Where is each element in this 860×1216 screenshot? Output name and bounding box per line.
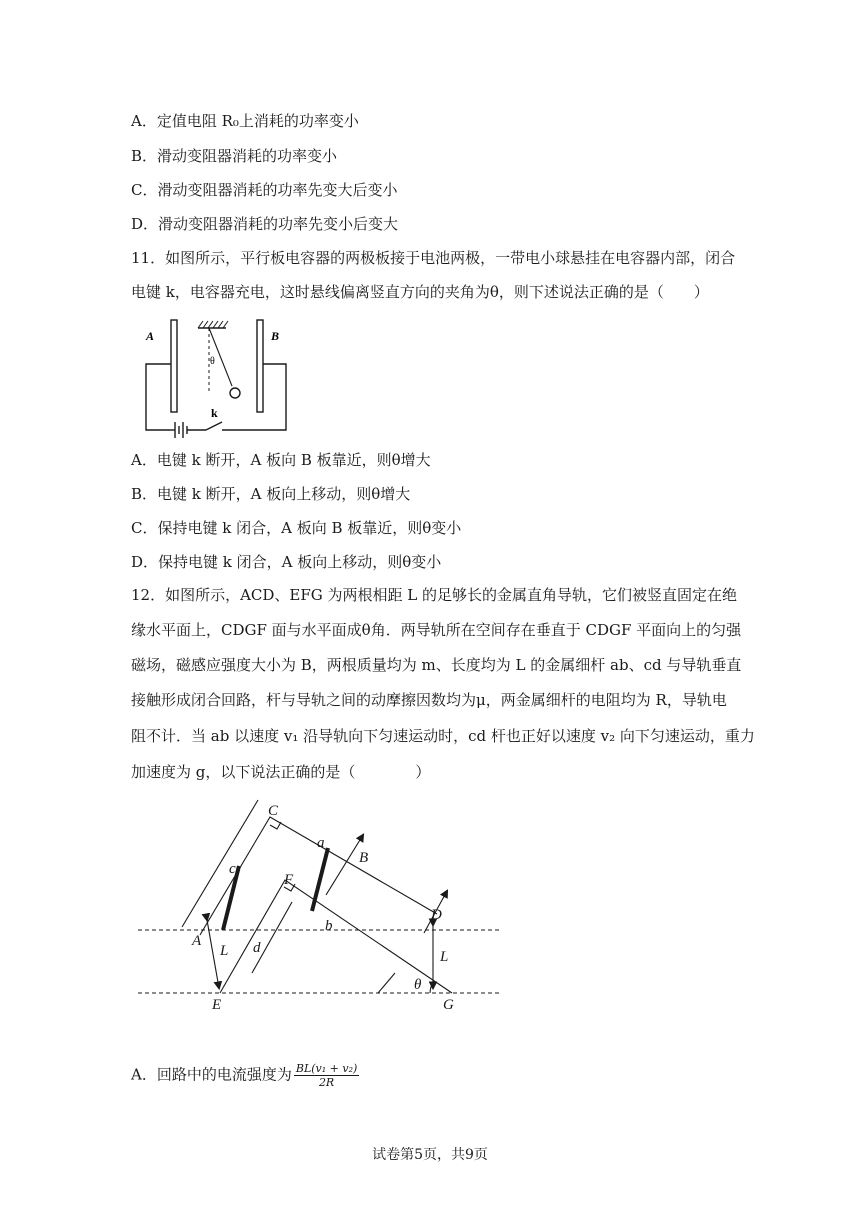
- label-theta: θ: [210, 356, 215, 367]
- option-q12-a: [131, 1062, 359, 1089]
- label-a-lower: a: [317, 835, 325, 851]
- label-a-upper: A: [192, 933, 202, 949]
- field-arrow-b: [326, 835, 363, 895]
- option-text: 电键 k 断开，A 板向 B 板靠近，则θ增大: [156, 451, 431, 469]
- option-label: D．: [131, 553, 159, 571]
- label-theta: θ: [414, 977, 422, 993]
- q12-stem-line-4: 接触形成闭合回路，杆与导轨之间的动摩擦因数均为μ，两金属细杆的电阻均为 R，导轨电: [131, 691, 727, 709]
- plate-b: [257, 320, 263, 412]
- option-text: 电键 k 断开，A 板向上移动，则θ增大: [157, 485, 411, 503]
- label-c-lower: c: [229, 861, 236, 877]
- q12-stem-line-1: 12．如图所示，ACD、EFG 为两根相距 L 的足够长的金属直角导轨，它们被竖直固定在绝: [131, 586, 738, 604]
- page-footer: 试卷第5页，共9页: [372, 1147, 488, 1163]
- label-g: G: [443, 997, 454, 1013]
- label-d-lower: d: [253, 940, 261, 956]
- plate-a: [171, 320, 177, 412]
- option-text: 定值电阻 R₀上消耗的功率变小: [156, 112, 359, 130]
- label-k: k: [211, 406, 218, 420]
- option-q11-d: [131, 552, 441, 572]
- option-q11-c: [131, 518, 461, 538]
- q11-stem-line-2: 电键 k，电容器充电，这时悬线偏离竖直方向的夹角为θ，则下述说法正确的是（ ）: [131, 283, 709, 301]
- q12-stem-line-5: 阻不计．当 ab 以速度 v₁ 沿导轨向下匀速运动时，cd 杆也正好以速度 v₂ 向下匀速运动，重力: [131, 727, 755, 745]
- label-e: E: [212, 997, 222, 1013]
- label-f: F: [284, 872, 294, 888]
- option-text: 滑动变阻器消耗的功率先变小后变大: [158, 215, 399, 233]
- rail-figure: [130, 795, 510, 1020]
- option-q10-b: [131, 146, 337, 166]
- option-label: C．: [131, 519, 158, 537]
- label-a: A: [146, 329, 155, 343]
- option-q10-d: [131, 214, 398, 234]
- option-q10-c: [131, 180, 398, 200]
- fraction-numerator: BL(v₁ + v₂): [295, 1062, 358, 1075]
- label-l-left: L: [220, 943, 229, 959]
- switch-icon: [206, 422, 222, 430]
- charged-ball: [230, 388, 240, 398]
- option-q11-b: [131, 484, 410, 504]
- capacitor-figure: [140, 316, 300, 441]
- option-text: 滑动变阻器消耗的功率先变大后变小: [157, 181, 398, 199]
- label-b: B: [271, 329, 280, 343]
- option-label: A．: [131, 451, 157, 469]
- option-q10-a: [131, 111, 359, 131]
- label-l-right: L: [440, 949, 449, 965]
- q12-stem-line-6: 加速度为 g，以下说法正确的是（ ）: [131, 763, 431, 781]
- option-text: 保持电键 k 闭合，A 板向上移动，则θ变小: [158, 553, 442, 571]
- option-label: B．: [131, 485, 158, 503]
- option-text: 保持电键 k 闭合，A 板向 B 板靠近，则θ变小: [157, 519, 462, 537]
- rod-ab: [312, 848, 328, 911]
- option-label: A．: [131, 1065, 157, 1084]
- wire-left: [146, 364, 171, 430]
- label-b-lower: b: [325, 918, 333, 934]
- label-d-upper: D: [431, 907, 442, 923]
- fraction-denominator: 2R: [318, 1076, 335, 1089]
- label-c-upper: C: [268, 803, 279, 819]
- q11-stem-line-1: 11．如图所示，平行板电容器的两极板接于电池两极，一带电小球悬挂在电容器内部，闭合: [131, 249, 736, 267]
- label-b-field: B: [359, 850, 369, 866]
- option-q11-a: [131, 450, 431, 470]
- q12-stem-line-2: 缘水平面上，CDGF 面与水平面成θ角．两导轨所在空间存在垂直于 CDGF 平面向上的匀强: [131, 621, 742, 639]
- option-label: A．: [131, 112, 157, 130]
- option-label: D．: [131, 215, 159, 233]
- option-label: C．: [131, 181, 158, 199]
- option-text: 回路中的电流强度为: [156, 1065, 292, 1084]
- current-fraction: [294, 1062, 359, 1089]
- q12-stem-line-3: 磁场，磁感应强度大小为 B，两根质量均为 m、长度均为 L 的金属细杆 ab、cd 与导轨垂直: [131, 656, 742, 674]
- option-text: 滑动变阻器消耗的功率变小: [157, 147, 338, 165]
- option-label: B．: [131, 147, 158, 165]
